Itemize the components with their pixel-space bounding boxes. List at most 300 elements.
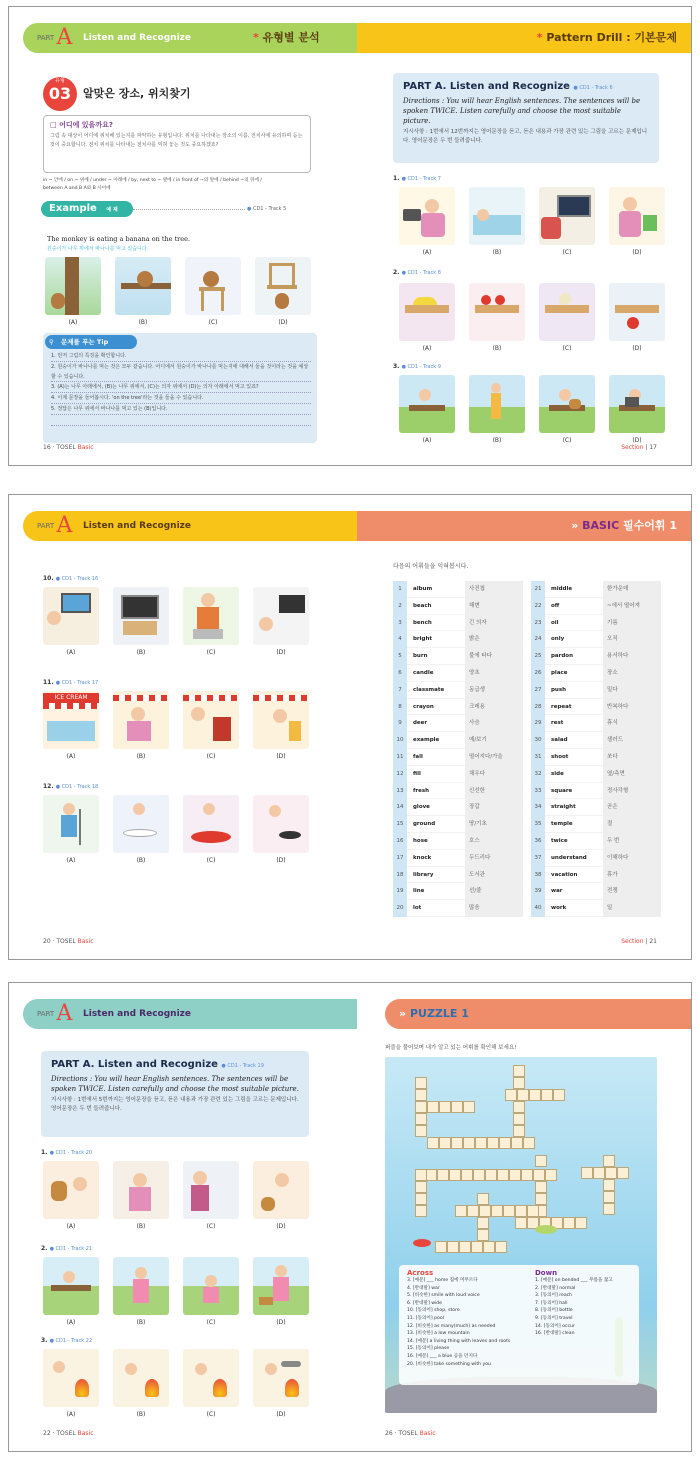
vocab-word: rest (551, 720, 564, 727)
vocab-meaning: 오직 (603, 631, 661, 648)
box-bullet-icon: □ (50, 121, 57, 129)
vocab-row (393, 699, 523, 716)
crossword-cell[interactable] (449, 1169, 461, 1181)
question-label: 1. ● CD1 - Track 7 (393, 175, 441, 182)
vocab-word: push (551, 686, 567, 693)
vocab-row (393, 816, 523, 833)
crossword-cell[interactable] (459, 1241, 471, 1253)
crossword-cell[interactable] (513, 1065, 525, 1077)
question-label: 2. ● CD1 - Track 21 (41, 1245, 93, 1252)
vocab-number: 32 (531, 766, 545, 783)
q11-image-a[interactable] (43, 691, 99, 749)
option-label: (C) (206, 1411, 216, 1418)
clue-item: 13. [비슷한] a low mountain (407, 1331, 470, 1337)
section-number: 03 (48, 84, 72, 103)
q10-image-b[interactable] (113, 587, 169, 645)
crossword-cell[interactable] (513, 1101, 525, 1113)
q10-image-c[interactable] (183, 587, 239, 645)
clue-item: 14. [동의어] occur (535, 1323, 575, 1329)
crossword-cell[interactable] (517, 1089, 529, 1101)
crossword-cell[interactable] (515, 1217, 527, 1229)
clue-item: 9. [동의어] travel (535, 1315, 573, 1321)
crossword-cell[interactable] (463, 1101, 475, 1113)
tip-line: 4. 이제 문장을 들어봅시다. 'on the tree'라는 것을 들을 수 있습니다. (51, 393, 311, 404)
vocab-meaning: 샐러드 (603, 732, 661, 749)
q2-image-c[interactable] (183, 1257, 239, 1315)
crossword-cell[interactable] (527, 1205, 539, 1217)
header-title: Listen and Recognize (83, 521, 192, 531)
vocab-meaning: 양초 (465, 665, 523, 682)
crossword-cell[interactable] (603, 1155, 615, 1167)
q1-image-d[interactable] (253, 1161, 309, 1219)
crossword-cell[interactable] (487, 1137, 499, 1149)
header-section-title: * 유형별 분석 (253, 31, 320, 44)
crossword-cell[interactable] (603, 1191, 615, 1203)
vocab-row (393, 715, 523, 732)
q1-image-b[interactable] (469, 187, 525, 245)
vocab-number: 14 (393, 799, 407, 816)
clue-item: 20. [비슷한] take something with you (407, 1361, 491, 1367)
vocab-meaning: 절 (603, 816, 661, 833)
option-label: (B) (136, 1411, 146, 1418)
vocab-word: beach (413, 602, 432, 609)
vocab-meaning: 휴가 (603, 867, 661, 884)
vocab-word: understand (551, 854, 587, 861)
crossword-cell[interactable] (415, 1193, 427, 1205)
vocab-word: candle (413, 669, 434, 676)
crossword-cell[interactable] (523, 1137, 535, 1149)
vocab-word: straight (551, 804, 576, 811)
vocab-row (393, 850, 523, 867)
crossword-cell[interactable] (495, 1241, 507, 1253)
vocab-word: lot (413, 905, 422, 912)
vocab-row (531, 665, 661, 682)
crossword-cell[interactable] (515, 1205, 527, 1217)
vocab-meaning: 옆/측면 (603, 766, 661, 783)
vocab-meaning: 크레용 (465, 699, 523, 716)
vocab-meaning: 예/보기 (465, 732, 523, 749)
crossword-cell[interactable] (451, 1137, 463, 1149)
crossword-cell[interactable] (513, 1077, 525, 1089)
option-label: (D) (632, 437, 642, 444)
example-banner (41, 201, 133, 217)
q3-image-a[interactable] (43, 1349, 99, 1407)
vocab-number: 7 (393, 682, 407, 699)
crossword-cell[interactable] (415, 1113, 427, 1125)
option-label: (B) (136, 857, 146, 864)
vocab-row (393, 766, 523, 783)
option-label: (D) (276, 1411, 286, 1418)
option-label: (A) (66, 753, 76, 760)
spread-1 (8, 6, 692, 466)
spread-2 (8, 494, 692, 960)
q3-image-b[interactable] (113, 1349, 169, 1407)
vocab-word: off (551, 602, 560, 609)
crossword-cell[interactable] (451, 1101, 463, 1113)
clue-item: 3. [동의어] reach (535, 1293, 573, 1299)
option-label: (B) (492, 437, 502, 444)
q2-image-c[interactable] (539, 283, 595, 341)
crossword-cell[interactable] (533, 1169, 545, 1181)
crossword-cell[interactable] (603, 1203, 615, 1215)
option-label: (C) (562, 437, 572, 444)
crossword-cell[interactable] (467, 1205, 479, 1217)
korean-directions: 지시사항 : 1번에서 12번까지는 영어문장을 듣고, 듣은 내용과 가장 관련 있는 그림을 고르는 문제입니다. 영어문장은 두 번 들려줍니다. (403, 129, 648, 144)
crossword-cell[interactable] (461, 1169, 473, 1181)
header-basic-vocab: » BASIC 필수어휘 1 (571, 519, 677, 532)
vocab-row (393, 631, 523, 648)
q2-image-a[interactable] (43, 1257, 99, 1315)
vocab-word: temple (551, 821, 573, 828)
example-sentence: The monkey is eating a banana on the tree. (47, 235, 191, 243)
option-label: (A) (66, 649, 76, 656)
vocab-row (393, 799, 523, 816)
vocab-number: 16 (393, 833, 407, 850)
q3-image-d[interactable] (253, 1349, 309, 1407)
crossword-cell[interactable] (593, 1167, 605, 1179)
vocab-row (531, 900, 661, 917)
vocab-word: salad (551, 737, 568, 744)
vocab-number: 31 (531, 749, 545, 766)
crossword-cell[interactable] (415, 1169, 427, 1181)
vocab-row (531, 883, 661, 900)
vocab-number: 6 (393, 665, 407, 682)
vocab-meaning: 밀다 (603, 682, 661, 699)
q2-image-b[interactable] (469, 283, 525, 341)
crossword-cell[interactable] (541, 1089, 553, 1101)
vocab-number: 11 (393, 749, 407, 766)
question-box (43, 115, 311, 173)
vocab-word: oil (551, 619, 559, 626)
vocab-intro: 다음의 어휘들을 익혀봅시다. (393, 563, 469, 570)
example-option-a: (A) (68, 319, 78, 326)
q1-image-c[interactable] (539, 187, 595, 245)
directions-text: Directions : You will hear English sentences. The sentences will be spoken TWICE. Listen carefully and choose the most suitable picture. (403, 97, 641, 125)
example-option-b: (B) (138, 319, 148, 326)
vocab-meaning: 선/줄 (465, 883, 523, 900)
vocab-row (393, 665, 523, 682)
crossword-cell[interactable] (503, 1205, 515, 1217)
q3-image-b[interactable] (469, 375, 525, 433)
crossword-cell[interactable] (415, 1101, 427, 1113)
example-label: Example (49, 203, 97, 214)
fish-icon (413, 1239, 431, 1247)
crossword-cell[interactable] (581, 1167, 593, 1179)
ice-cream-sign: ICE CREAM (43, 693, 99, 703)
vocab-row (531, 850, 661, 867)
header-right-bar (385, 999, 692, 1029)
crossword-cell[interactable] (499, 1137, 511, 1149)
vocab-number: 24 (531, 631, 545, 648)
vocab-meaning: 두 번 (603, 833, 661, 850)
vocab-number: 27 (531, 682, 545, 699)
crossword-cell[interactable] (473, 1169, 485, 1181)
vocab-meaning: 땅/기초 (465, 816, 523, 833)
vocab-word: crayon (413, 703, 434, 710)
crossword-cell[interactable] (513, 1113, 525, 1125)
crossword-cell[interactable] (415, 1205, 427, 1217)
crossword-cell[interactable] (477, 1193, 489, 1205)
option-label: (C) (206, 857, 216, 864)
vocab-row (531, 699, 661, 716)
crossword-panel (385, 1057, 657, 1413)
question-label: 11. ● CD1 - Track 17 (43, 679, 99, 686)
vocab-word: album (413, 586, 433, 592)
q11-image-c[interactable] (183, 691, 239, 749)
vocab-meaning: 이해하다 (603, 850, 661, 867)
crossword-cell[interactable] (511, 1137, 523, 1149)
section-badge-label: 유형 (55, 78, 65, 84)
crossword-cell[interactable] (455, 1205, 467, 1217)
q3-image-d[interactable] (609, 375, 665, 433)
crossword-cell[interactable] (509, 1169, 521, 1181)
clue-item: 4. [반대말] war (407, 1285, 440, 1291)
crossword-cell[interactable] (415, 1089, 427, 1101)
crossword-cell[interactable] (479, 1205, 491, 1217)
option-label: (A) (66, 1411, 76, 1418)
q2-image-d[interactable] (253, 1257, 309, 1315)
q3-image-a[interactable] (399, 375, 455, 433)
directions-text: Directions : You will hear English sentences. The sentences will be spoken TWICE. Listen carefully and choose the most suitable picture. (51, 1075, 299, 1093)
left-page-number: 20 · TOSEL Basic (43, 938, 94, 945)
crossword-cell[interactable] (415, 1181, 427, 1193)
vocab-word: vacation (551, 871, 578, 878)
crossword-cell[interactable] (617, 1167, 629, 1179)
vocab-number: 33 (531, 783, 545, 800)
crossword-cell[interactable] (491, 1205, 503, 1217)
vocab-meaning: 쏘다 (603, 749, 661, 766)
crossword-cell[interactable] (485, 1169, 497, 1181)
q3-image-c[interactable] (183, 1349, 239, 1407)
crossword-cell[interactable] (575, 1217, 587, 1229)
vocab-meaning: 장갑 (465, 799, 523, 816)
vocab-number: 10 (393, 732, 407, 749)
crossword-cell[interactable] (439, 1101, 451, 1113)
parta-track: ● CD1 - Track 19 (221, 1063, 264, 1069)
header-right-bar (357, 511, 692, 541)
vocab-meaning: 신선한 (465, 783, 523, 800)
vocab-word: square (551, 787, 573, 794)
clue-item: 2. [반대말] normal (535, 1285, 576, 1291)
vocab-number: 25 (531, 648, 545, 665)
part-a-badge: PART A (37, 1001, 73, 1026)
crossword-cell[interactable] (563, 1217, 575, 1229)
section-title: 알맞은 장소, 위치찾기 (83, 87, 191, 100)
q12-image-a[interactable] (43, 795, 99, 853)
q10-image-a[interactable] (43, 587, 99, 645)
q12-image-c[interactable] (183, 795, 239, 853)
example-image-a[interactable] (45, 257, 101, 315)
q1-image-d[interactable] (609, 187, 665, 245)
q1-image-b[interactable] (113, 1161, 169, 1219)
question-label: 12. ● CD1 - Track 18 (43, 783, 99, 790)
header-left-bar (23, 23, 357, 53)
q2-image-d[interactable] (609, 283, 665, 341)
vocab-meaning: 일 (603, 900, 661, 917)
vocab-row (531, 581, 661, 598)
crossword-cell[interactable] (415, 1077, 427, 1089)
q11-image-b[interactable] (113, 691, 169, 749)
vocab-row (531, 766, 661, 783)
crossword-cell[interactable] (505, 1089, 517, 1101)
across-title: Across (407, 1269, 434, 1277)
example-hint: 원숭이가 나무 위에서 바나나를 먹고 있습니다. (47, 246, 149, 252)
vocab-meaning: 장소 (603, 665, 661, 682)
question-label: 3. ● CD1 - Track 22 (41, 1337, 93, 1344)
crossword-cell[interactable] (545, 1169, 557, 1181)
clue-box (399, 1265, 639, 1385)
crossword-cell[interactable] (447, 1241, 459, 1253)
down-clues (535, 1269, 635, 1338)
option-label: (A) (422, 345, 432, 352)
crossword-cell[interactable] (535, 1193, 547, 1205)
header-right-bar (357, 23, 692, 53)
clue-item: 3. [예문] ___ home 집에 머무르다 (407, 1278, 478, 1283)
vocab-word: side (551, 770, 564, 777)
crossword-cell[interactable] (463, 1137, 475, 1149)
q12-image-d[interactable] (253, 795, 309, 853)
option-label: (B) (492, 345, 502, 352)
vocab-row (531, 867, 661, 884)
vocab-meaning: 많음 (465, 900, 523, 917)
q2-image-b[interactable] (113, 1257, 169, 1315)
header-title: Listen and Recognize (83, 1009, 192, 1019)
option-label: (D) (632, 345, 642, 352)
vocab-word: burn (413, 653, 428, 660)
tip-title-bar: ⚲ 문제를 푸는 Tip (45, 335, 137, 349)
crossword-cell[interactable] (427, 1137, 439, 1149)
prepositions-line-2: between A and B A와 B 사이에 (43, 186, 111, 191)
part-a-badge: PART A (37, 25, 73, 50)
vocab-row (531, 816, 661, 833)
clue-item: 15. [동의어] please (407, 1346, 450, 1352)
section-number-badge (43, 77, 77, 111)
crossword-cell[interactable] (521, 1169, 533, 1181)
clue-item: 12. [비슷한] as many(much) as needed (407, 1323, 496, 1329)
crossword-cell[interactable] (415, 1125, 427, 1137)
vocab-word: middle (551, 586, 573, 592)
example-image-b[interactable] (115, 257, 171, 315)
option-label: (D) (276, 649, 286, 656)
option-label: (A) (422, 437, 432, 444)
vocab-number: 40 (531, 900, 545, 917)
crossword-cell[interactable] (437, 1169, 449, 1181)
vocab-number: 38 (531, 867, 545, 884)
vocab-meaning: ~에서 떨어져 (603, 598, 661, 615)
puzzle-title: » PUZZLE 1 (399, 1007, 469, 1020)
crossword-cell[interactable] (477, 1229, 489, 1241)
clue-item: 6. [반대말] wide (407, 1300, 442, 1306)
crossword-cell[interactable] (439, 1137, 451, 1149)
crossword-cell[interactable] (427, 1101, 439, 1113)
clue-item: 16. [예문] ___ a blue 공을 던지다 (407, 1353, 478, 1359)
crossword-cell[interactable] (553, 1089, 565, 1101)
option-label: (B) (136, 1223, 146, 1230)
vocab-number: 4 (393, 631, 407, 648)
vocab-number: 26 (531, 665, 545, 682)
vocab-word: fall (413, 753, 423, 760)
crossword-cell[interactable] (535, 1155, 547, 1167)
parta-title: PART A. Listen and Recognize ● CD1 - Track 19 (51, 1059, 264, 1070)
crossword-cell[interactable] (483, 1241, 495, 1253)
q12-image-b[interactable] (113, 795, 169, 853)
vocab-row (393, 682, 523, 699)
crossword-cell[interactable] (477, 1217, 489, 1229)
right-page-number: Section | 21 (621, 938, 657, 945)
vocab-meaning: 긴 의자 (465, 615, 523, 632)
option-label: (A) (66, 1223, 76, 1230)
vocab-meaning: 사진첩 (465, 581, 523, 598)
q11-image-d[interactable] (253, 691, 309, 749)
crossword-cell[interactable] (603, 1179, 615, 1191)
option-label: (D) (276, 753, 286, 760)
vocab-meaning: 불에 타다 (465, 648, 523, 665)
vocab-meaning: 기름 (603, 615, 661, 632)
clue-item: 16. [반대말] clean (535, 1331, 575, 1337)
option-label: (C) (562, 345, 572, 352)
q2-image-a[interactable] (399, 283, 455, 341)
option-label: (C) (562, 249, 572, 256)
example-image-c[interactable] (185, 257, 241, 315)
vocab-word: example (413, 737, 440, 744)
option-label: (D) (632, 249, 642, 256)
vocab-row (393, 833, 523, 850)
vocab-meaning: 호스 (465, 833, 523, 850)
vocab-number: 5 (393, 648, 407, 665)
vocab-number: 1 (393, 581, 407, 598)
tip-box (43, 333, 317, 443)
vocab-number: 39 (531, 883, 545, 900)
vocab-number: 21 (531, 581, 545, 598)
q1-image-a[interactable] (43, 1161, 99, 1219)
option-label: (B) (492, 249, 502, 256)
q1-image-a[interactable] (399, 187, 455, 245)
vocab-number: 3 (393, 615, 407, 632)
option-label: (B) (136, 1319, 146, 1326)
vocab-meaning: 두드리다 (465, 850, 523, 867)
magnifier-icon: ⚲ (49, 338, 54, 346)
vocab-word: knock (413, 854, 432, 861)
vocab-number: 35 (531, 816, 545, 833)
crossword-cell[interactable] (475, 1137, 487, 1149)
crossword-cell[interactable] (605, 1167, 617, 1179)
option-label: (D) (276, 1319, 286, 1326)
clue-item: 11. [동의어] pool (407, 1315, 444, 1321)
vocab-number: 17 (393, 850, 407, 867)
q10-image-d[interactable] (253, 587, 309, 645)
q1-image-c[interactable] (183, 1161, 239, 1219)
example-track: ● CD1 - Track 5 (247, 206, 287, 212)
puzzle-intro: 퍼즐을 풀어보며 내가 알고 있는 어휘를 확인해 보세요! (385, 1045, 517, 1051)
vocab-number: 28 (531, 699, 545, 716)
crossword-cell[interactable] (529, 1089, 541, 1101)
crossword-cell[interactable] (535, 1181, 547, 1193)
option-label: (B) (136, 649, 146, 656)
vocab-row (393, 883, 523, 900)
crossword-cell[interactable] (497, 1169, 509, 1181)
option-label: (C) (206, 753, 216, 760)
vocab-word: fresh (413, 787, 430, 794)
option-label: (C) (206, 1319, 216, 1326)
vocab-meaning: 용서하다 (603, 648, 661, 665)
crossword-cell[interactable] (513, 1125, 525, 1137)
example-image-d[interactable] (255, 257, 311, 315)
q3-image-c[interactable] (539, 375, 595, 433)
crossword-cell[interactable] (435, 1241, 447, 1253)
crossword-cell[interactable] (471, 1241, 483, 1253)
clue-item: 5. [비슷한] smile with loud voice (407, 1293, 480, 1299)
left-page-number: 16 · TOSEL Basic (43, 444, 94, 451)
